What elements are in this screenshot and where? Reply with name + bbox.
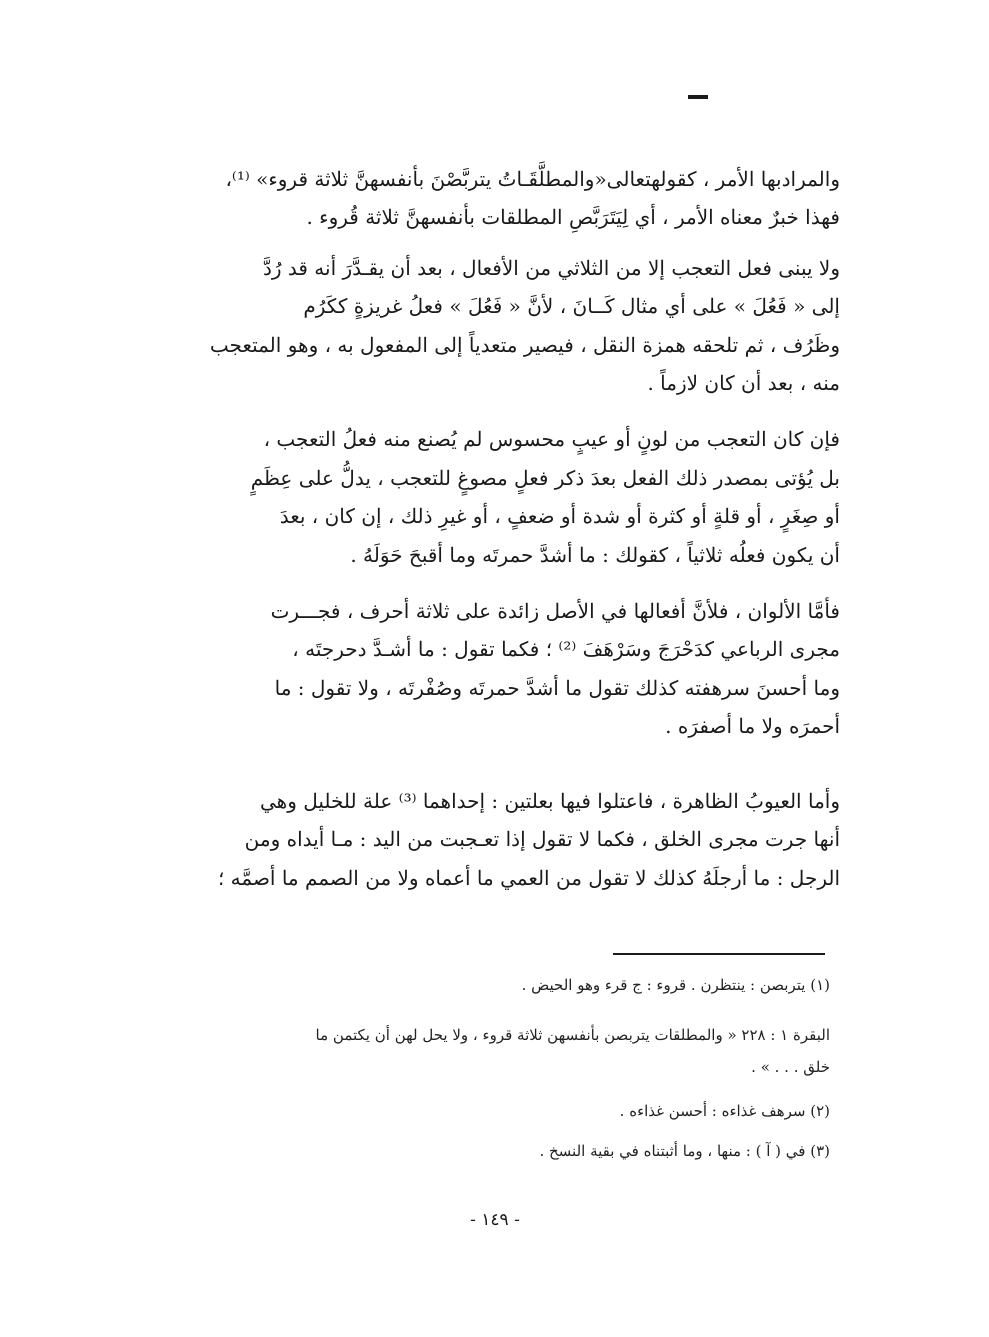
paragraph-1 [150,160,840,237]
paragraph-5 [150,782,840,897]
text-line: وظَرُف ، ثم تلحقه همزة النقل ، فيصير متعدياً إلى المفعول به ، وهو المتعجب [209,332,840,357]
footnote-1-citation-end: خلق . . . » . [751,1058,830,1076]
text-line: فإن كان التعجب من لونٍ أو عيبٍ محسوس لم يُصنع منه فعلُ التعجب ، [263,427,840,452]
paragraph-2 [150,249,840,403]
text-line: أنها جرت مجرى الخلق ، فكما لا تقول إذا تعـجبت من اليد : مـا أيداه ومن [244,827,840,852]
text-line: أحمرَه ولا ما أصفرَه . [665,714,840,739]
footnote-1: (١) يتربصن : ينتظرن . قروء : ج قرء وهو الحيض . [521,976,830,994]
top-dash-mark [688,95,708,99]
text-line: منه ، بعد أن كان لازماً . [647,371,840,396]
text-line: أن يكون فعلُه ثلاثياً ، كقولك : ما أشدَّ حمرتَه وما أقبحَ حَوَلَهُ . [350,542,840,567]
page-number: - ١٤٩ - [470,1210,520,1230]
text-line: أو صِغَرٍ ، أو قلةٍ أو كثرة أو شدة أو ضعفٍ ، أو غيرِ ذلك ، إن كان ، بعدَ [279,504,840,529]
text-line: والمرادبها الأمر ، كقولهتعالى«والمطلَّقَـاتُ يتربَّصْنَ بأنفسهنَّ ثلاثة قروء» ⁽¹⁾، [225,167,840,191]
text-line: فهذا خبرٌ معناه الأمر ، أي لِيَتَرَبَّصِ المطلقات بأنفسهنَّ ثلاثة قُروء . [306,205,840,230]
text-line: الرجل : ما أرجلَهُ كذلك لا تقول من العمي ما أعماه ولا من الصمم ما أصمَّه ؛ [217,865,840,890]
text-line: مجرى الرباعي كدَحْرَجَ وسَرْهَفَ ⁽²⁾ ؛ فكما تقول : ما أشـدَّ دحرجتَه ، [292,637,840,662]
footnote-1-citation: البقرة ١ : ٢٢٨ « والمطلقات يتربصن بأنفسهن ثلاثة قروء ، ولا يحل لهن أن يكتمن ما [315,1026,830,1044]
main-body-text [150,160,840,919]
text-line: ولا يبنى فعل التعجب إلا من الثلاثي من الأفعال ، بعد أن يقـدَّرَ أنه قد رُدَّ [262,255,840,280]
footnote-2: (٢) سرهف غذاءه : أحسن غذاءه . [619,1102,830,1120]
text-line: إلى « فَعُلَ » على أي مثال كَــانَ ، لأنَّ « فَعُلَ » فعلُ غريزةٍ ككَرُم [303,294,840,319]
text-line: فأمَّا الألوان ، فلأنَّ أفعالها في الأصل زائدة على ثلاثة أحرف ، فجـــرت [270,599,840,624]
paragraph-3 [150,420,840,574]
footnotes [150,968,830,1168]
text-line: بل يُؤتى بمصدر ذلك الفعل بعدَ ذكر فعلٍ مصوغٍ للتعجب ، يدلُّ على عِظَمٍ [250,465,840,490]
text-line: وما أحسنَ سرهفته كذلك تقول ما أشدَّ حمرتَه وصُفْرتَه ، ولا تقول : ما [274,675,840,700]
footnote-divider [613,953,825,955]
paragraph-4 [150,592,840,746]
footnote-3: (٣) في ( آ ) : منها ، وما أثبتناه في بقية النسخ . [539,1142,830,1160]
text-line: وأما العيوبُ الظاهرة ، فاعتلوا فيها بعلتين : إحداهما ⁽³⁾ علة للخليل وهي [259,788,840,813]
